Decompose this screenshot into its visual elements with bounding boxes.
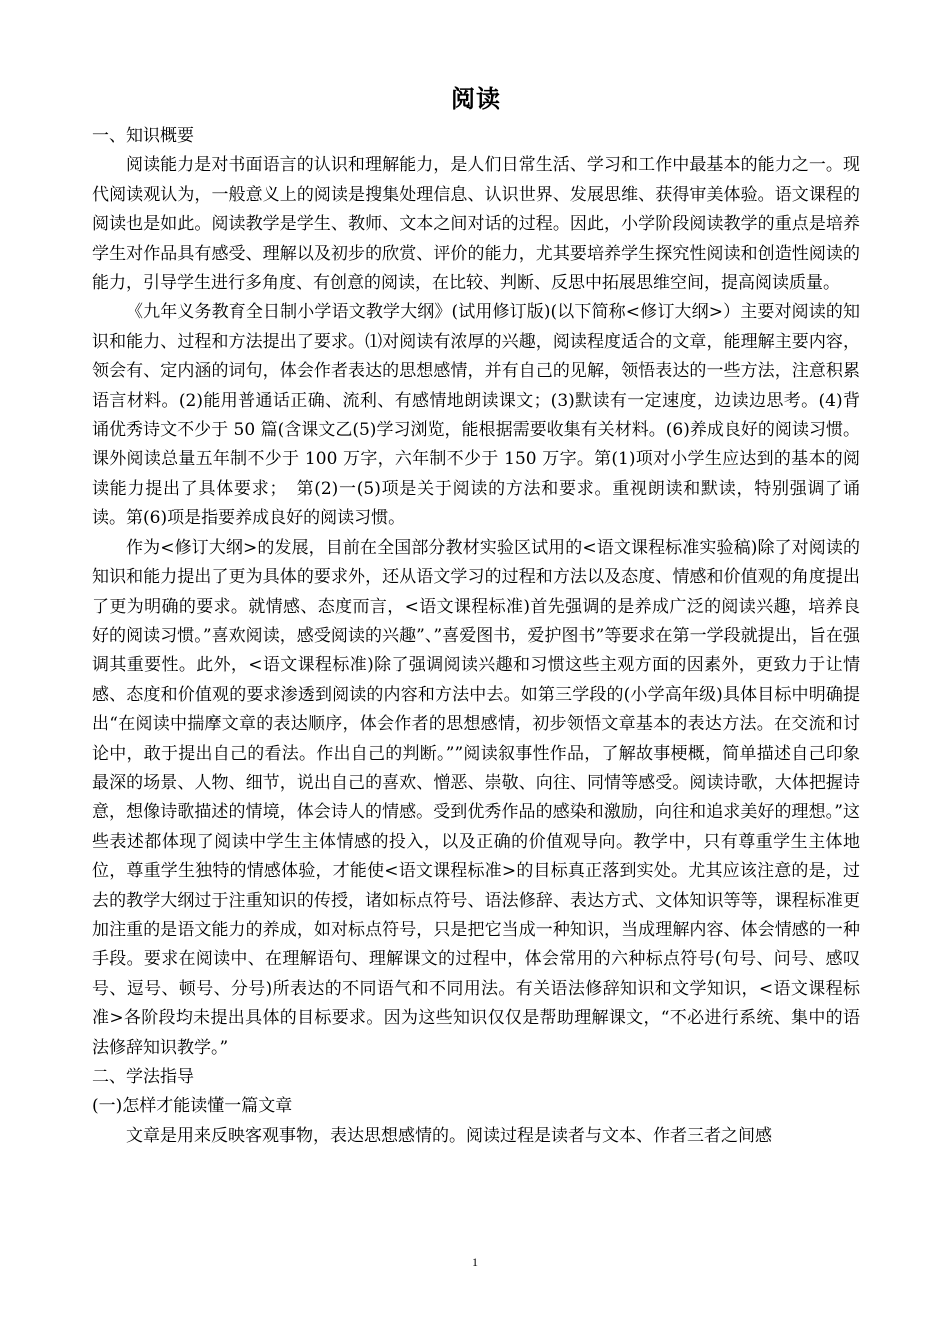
document-page xyxy=(92,82,860,1151)
section-heading: 一、知识概要 xyxy=(92,126,194,146)
subsection-heading: (一)怎样才能读懂一篇文章 xyxy=(92,1096,293,1117)
section-knowledge-overview xyxy=(92,122,860,1063)
document-title: 阅读 xyxy=(451,84,501,113)
section-heading: 二、学法指导 xyxy=(92,1067,194,1087)
page-number: 1 xyxy=(472,1255,478,1269)
section-study-guidance xyxy=(92,1063,860,1151)
paragraph: 阅读能力是对书面语言的认识和理解能力，是人们日常生活、学习和工作中最基本的能力之一。现代阅读观认为，一般意义上的阅读是搜集处理信息、认识世界、发展思维、获得审美体验。语文课程的阅读也是如此。阅读教学是学生、教师、文本之间对话的过程。因此，小学阶段阅读教学的重点是培养学生对作品具有感受、理解以及初步的欣赏、评价的能力，尤其要培养学生探究性阅读和创造性阅读的能力，引导学生进行多角度、有创意的阅读，在比较、判断、反思中拓展思维空间，提高阅读质量。 xyxy=(92,155,860,294)
paragraph: 《九年义务教育全日制小学语文教学大纲》(试用修订版)(以下简称<修订大纲>）主要对阅读的知识和能力、过程和方法提出了要求。⑴对阅读有浓厚的兴趣，阅读程度适合的文章，能理解主要内容，领会有、定内涵的词句，体会作者表达的思想感情，并有自己的见解，领悟表达的一些方法，注意积累语言材料。(2)能用普通话正确、流利、有感情地朗读课文；(3)默读有一定速度，边读边思考。(4)背诵优秀诗文不少于 50 篇(含课文乙(5)学习浏览，能根据需要收集有关材料。(6)养成良好的阅读习惯。课外阅读总量五年制不少于 100 万字，六年制不少于 150 万字。第(1)项对小学生应达到的基本的阅读能力提出了具体要求； 第(2)一(5)项是关于阅读的方法和要求。重视朗读和默读，特别强调了诵读。第(6)项是指要养成良好的阅读习惯。 xyxy=(92,302,860,529)
paragraph: 作为<修订大纲>的发展，目前在全国部分教材实验区试用的<语文课程标准实验稿)除了对阅读的知识和能力提出了更为具体的要求外，还从语文学习的过程和方法以及态度、情感和价值观的角度提出了更为明确的要求。就情感、态度而言，<语文课程标准)首先强调的是养成广泛的阅读兴趣，培养良好的阅读习惯。”喜欢阅读，感受阅读的兴趣”、”喜爱图书，爱护图书”等要求在第一学段就提出，旨在强调其重要性。此外，<语文课程标准)除了强调阅读兴趣和习惯这些主观方面的因素外，更致力于让情感、态度和价值观的要求渗透到阅读的内容和方法中去。如第三学段的(小学高年级)具体目标中明确提出“在阅读中揣摩文章的表达顺序，体会作者的思想感情，初步领悟文章基本的表达方法。在交流和讨论中，敢于提出自己的看法。作出自己的判断。””阅读叙事性作品，了解故事梗概，简单描述自己印象最深的场景、人物、细节，说出自己的喜欢、憎恶、崇敬、向往、同情等感受。阅读诗歌，大体把握诗意，想像诗歌描述的情境，体会诗人的情感。受到优秀作品的感染和激励，向往和追求美好的理想。”这些表述都体现了阅读中学生主体情感的投入，以及正确的价值观导向。教学中，只有尊重学生主体地位，尊重学生独特的情感体验，才能使<语文课程标准>的目标真正落到实处。尤其应该注意的是，过去的教学大纲过于注重知识的传授，诸如标点符号、语法修辞、表达方式、文体知识等等，课程标准更加注重的是语文能力的养成，如对标点符号，只是把它当成一种知识，当成理解内容、体会情感的一种手段。要求在阅读中、在理解语句、理解课文的过程中，体会常用的六种标点符号(句号、问号、感叹号、逗号、顿号、分号)所表达的不同语气和不同用法。有关语法修辞知识和文学知识，<语文课程标准>各阶段均未提出具体的目标要求。因为这些知识仅仅是帮助理解课文，“不必进行系统、集中的语法修辞知识教学。” xyxy=(92,537,860,1058)
paragraph: 文章是用来反映客观事物，表达思想感情的。阅读过程是读者与文本、作者三者之间感 xyxy=(126,1125,772,1146)
